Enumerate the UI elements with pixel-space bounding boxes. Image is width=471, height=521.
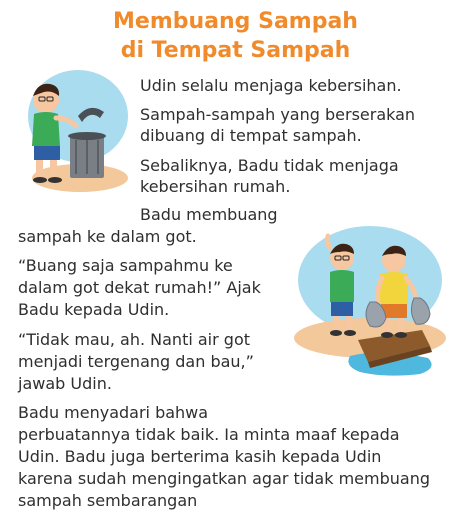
- story-line: menjadi tergenang dan bau,”: [18, 352, 254, 371]
- story-line: kebersihan rumah.: [140, 177, 291, 196]
- title-line-2: di Tempat Sampah: [120, 38, 351, 63]
- udin-badu-drain-illustration: [290, 222, 450, 382]
- story-line: dalam got dekat rumah!” Ajak: [18, 278, 261, 297]
- story-line: sampah ke dalam got.: [18, 227, 197, 246]
- title-line-1: Membuang Sampah: [113, 9, 358, 34]
- story-line: “Tidak mau, ah. Nanti air got: [18, 330, 250, 349]
- story-line: sampah sembarangan: [18, 491, 198, 510]
- story-line: “Buang saja sampahmu ke: [18, 256, 233, 275]
- story-line: Sebaliknya, Badu tidak menjaga: [140, 156, 399, 175]
- story-line: jawab Udin.: [18, 374, 112, 393]
- story-line: Badu kepada Udin.: [18, 300, 170, 319]
- story-line: Badu menyadari bahwa: [18, 403, 209, 422]
- story-line: Udin. Badu juga berterima kasih kepada Udin: [18, 447, 382, 466]
- story-line: karena sudah mengingatkan agar tidak membuang: [18, 469, 430, 488]
- story-line: Udin selalu menjaga kebersihan.: [140, 76, 402, 95]
- story-line: Badu membuang: [140, 205, 278, 224]
- story-line: perbuatannya tidak baik. Ia minta maaf kepada: [18, 425, 400, 444]
- udin-trash-bin-illustration: [18, 66, 130, 194]
- story-line: dibuang di tempat sampah.: [140, 126, 362, 145]
- story-line: Sampah-sampah yang berserakan: [140, 105, 416, 124]
